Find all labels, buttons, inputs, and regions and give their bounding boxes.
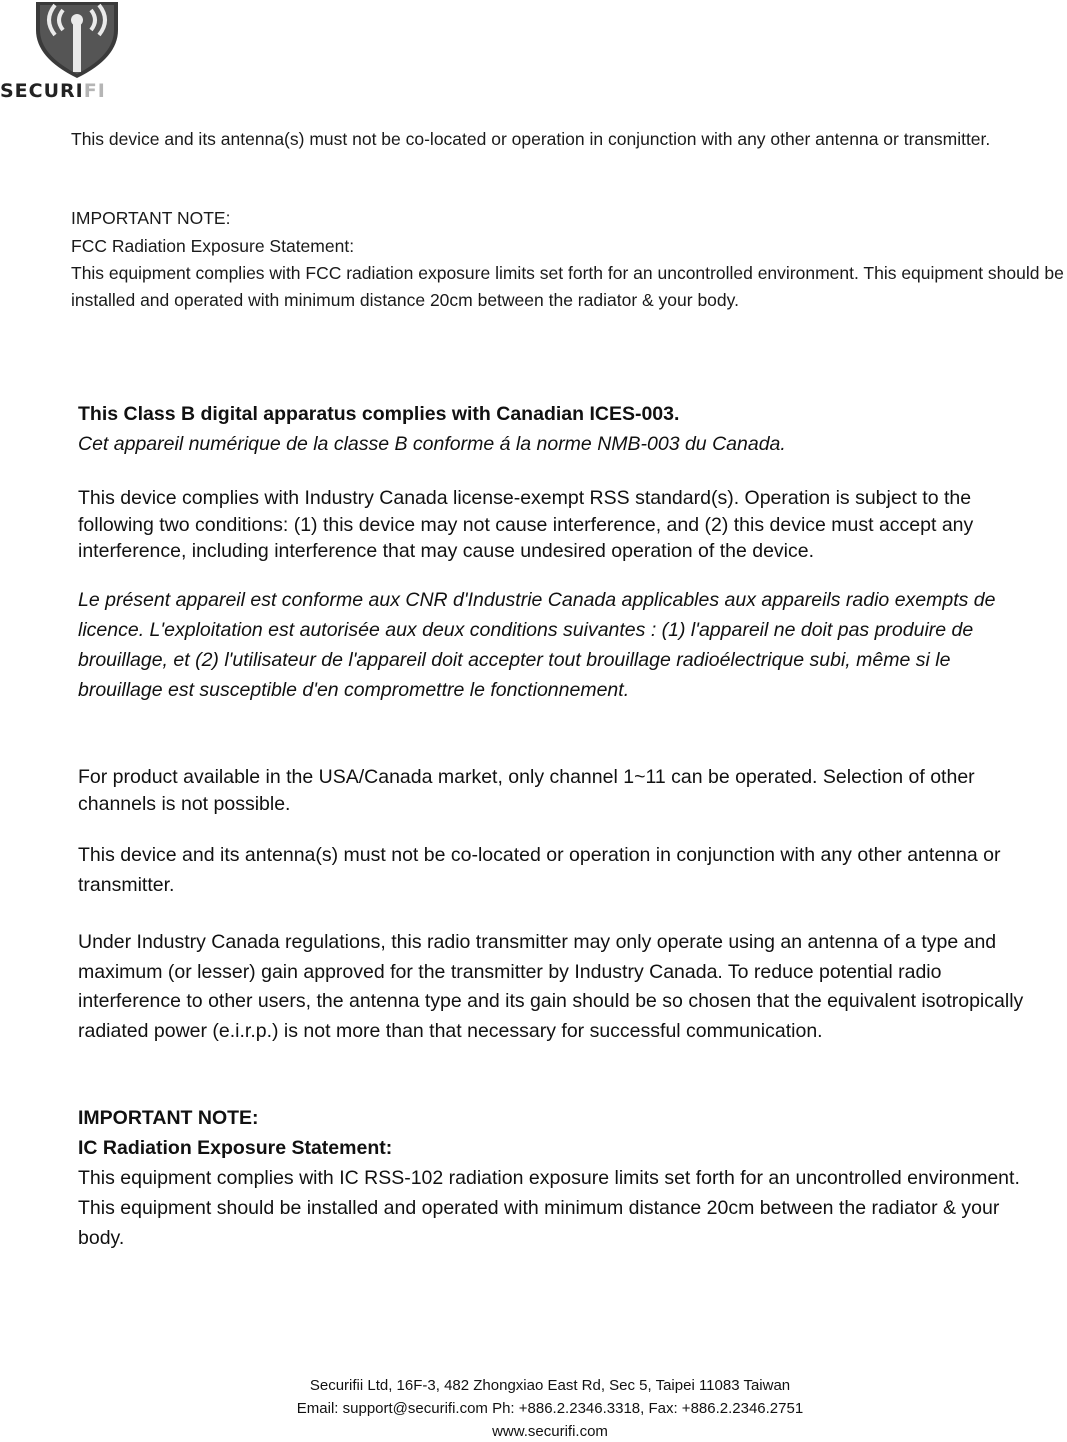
footer-address: Securifii Ltd, 16F-3, 482 Zhongxiao East Rd, Sec 5, Taipei 11083 Taiwan [309,1377,791,1394]
fcc-radiation-text: This equipment complies with FCC radiation exposure limits set forth for an uncontrolled environment. This equipment should be installed and operated with minimum distance 20cm between the radiator & your body. [71,263,1064,310]
company-logo [0,0,150,106]
ic-important-note: IMPORTANT NOTE: [78,1107,259,1129]
fcc-important-note: IMPORTANT NOTE: [71,208,231,228]
fcc-colocation-text: This device and its antenna(s) must not be co-located or operation in conjunction with any other antenna or transmitter. [71,129,991,149]
ic-antenna-statement: Under Industry Canada regulations, this radio transmitter may only operate using an antenna of a type and maximum (or lesser) gain approved for the transmitter by Industry Canada. To reduce potential radio interference to other users, the antenna type and its gain should be so chosen that the equivalent isotropically radiated power (e.i.r.p.) is not more than that necessary for successful communication. [78,931,1024,1042]
footer-website[interactable]: www.securifi.com [492,1423,608,1440]
ices-statement-en: This Class B digital apparatus complies with Canadian ICES-003. [78,403,680,425]
logo-wordmark: SECURIFI [0,80,106,102]
ic-colocation-text: This device and its antenna(s) must not be co-located or operation in conjunction with any other antenna or transmitter. [78,844,1001,896]
ic-radiation-heading: IC Radiation Exposure Statement: [78,1137,393,1159]
rss-statement-en: This device complies with Industry Canada license-exempt RSS standard(s). Operation is subject to the following two conditions: (1) this device may not cause interference, and (2) this device must accept any interference, including interference that may cause undesired operation of the device. [78,487,974,562]
rss-statement-fr: Le présent appareil est conforme aux CNR d'Industrie Canada applicables aux appareils radio exempts de licence. L'exploitation est autorisée aux deux conditions suivantes : (1) l'appareil ne doit pas produire de brouillage, et (2) l'utilisateur de l'appareil doit accepter tout brouillage radioélectrique subi, même si le brouillage est susceptible d'en compromettre le fonctionnement. [78,589,996,701]
ic-radiation-text: This equipment complies with IC RSS-102 radiation exposure limits set forth for an uncontrolled environment. This equipment should be installed and operated with minimum distance 20cm between the radiator & your body. [78,1167,1020,1249]
fcc-radiation-heading: FCC Radiation Exposure Statement: [71,236,355,256]
channel-statement: For product available in the USA/Canada market, only channel 1~11 can be operated. Selection of other channels is not possible. [78,766,975,815]
ices-statement-fr: Cet appareil numérique de la classe B conforme á la norme NMB-003 du Canada. [78,433,786,455]
shield-logo-icon [0,0,150,80]
footer-contact: Email: support@securifi.com Ph: +886.2.2346.3318, Fax: +886.2.2346.2751 [296,1400,804,1417]
